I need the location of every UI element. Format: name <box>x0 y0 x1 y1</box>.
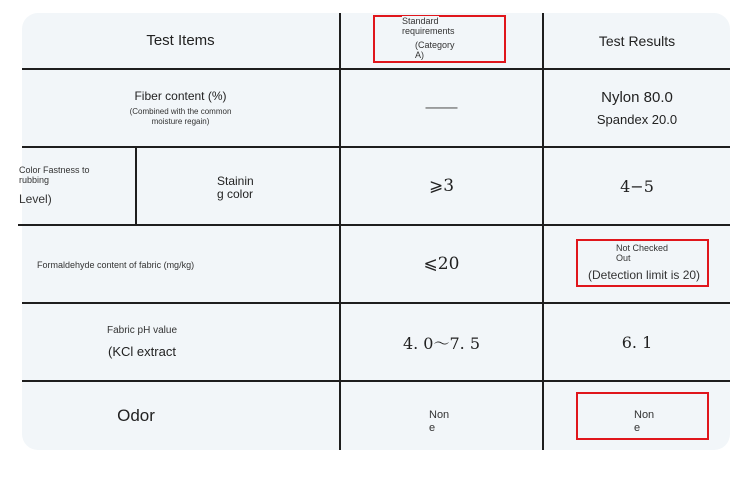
fiber-content-note-2: moisture regain) <box>151 117 210 126</box>
odor-standard-line1: Non <box>429 409 450 421</box>
fiber-standard <box>341 70 542 146</box>
header-standard-line2: requirements <box>402 26 455 36</box>
color-result-value: 4−5 <box>620 176 654 196</box>
fiber-content-label: Fiber content (%) <box>134 89 227 103</box>
odor-result <box>634 409 654 435</box>
header-test-items <box>22 13 339 68</box>
fiber-content-cell <box>22 70 339 146</box>
header-test-results <box>544 13 730 68</box>
header-standard-line1: Standard <box>402 16 439 26</box>
fiber-result-nylon: Nylon 80.0 <box>601 89 673 106</box>
odor-standard <box>429 409 449 435</box>
formaldehyde-standard <box>341 226 542 302</box>
color-standard-value: ⩾3 <box>428 176 455 196</box>
color-result <box>544 148 730 224</box>
odor-label: Odor <box>117 406 155 425</box>
odor-standard-line2: e <box>429 422 436 434</box>
header-standard-line3: (Category <box>415 40 455 50</box>
ph-sub-label: (KCl extract <box>108 344 176 359</box>
fiber-content-note-1: (Combined with the common <box>129 107 232 116</box>
fiber-standard-value: —— <box>425 99 458 116</box>
ph-result-value: 6. 1 <box>621 332 653 352</box>
header-standard-line4: A) <box>415 50 424 60</box>
standard-highlight-box <box>373 15 506 63</box>
color-standard <box>341 148 542 224</box>
formaldehyde-standard-value: ⩽20 <box>423 254 460 274</box>
header-test-items-label: Test Items <box>146 32 215 49</box>
odor-cell <box>22 382 250 450</box>
formaldehyde-result-line2: Out <box>616 253 631 263</box>
fiber-result-spandex: Spandex 20.0 <box>596 112 678 127</box>
ph-label: Fabric pH value <box>106 325 178 336</box>
formaldehyde-label: Formaldehyde content of fabric (mg/kg) <box>37 260 195 270</box>
fiber-result <box>544 70 730 146</box>
column-divider <box>135 147 137 225</box>
color-fastness-line1: Color Fastness to <box>19 165 90 175</box>
ph-cell <box>22 304 262 380</box>
ph-standard <box>341 304 542 380</box>
formaldehyde-result-line1: Not Checked <box>616 243 669 253</box>
formaldehyde-result-line3: (Detection limit is 20) <box>588 268 701 282</box>
color-fastness-line3: Level) <box>19 192 52 206</box>
ph-result <box>544 304 730 380</box>
staining-color-line1: Stainin <box>217 174 254 188</box>
odor-result-line2: e <box>634 422 641 434</box>
color-fastness-line2: rubbing <box>19 175 50 185</box>
color-fastness-label <box>19 165 134 206</box>
header-test-results-label: Test Results <box>598 32 676 49</box>
staining-color-label <box>217 175 254 201</box>
odor-result-line1: Non <box>634 409 655 421</box>
ph-standard-value: 4. 0～7. 5 <box>402 333 481 353</box>
staining-color-line2: g color <box>217 187 254 201</box>
